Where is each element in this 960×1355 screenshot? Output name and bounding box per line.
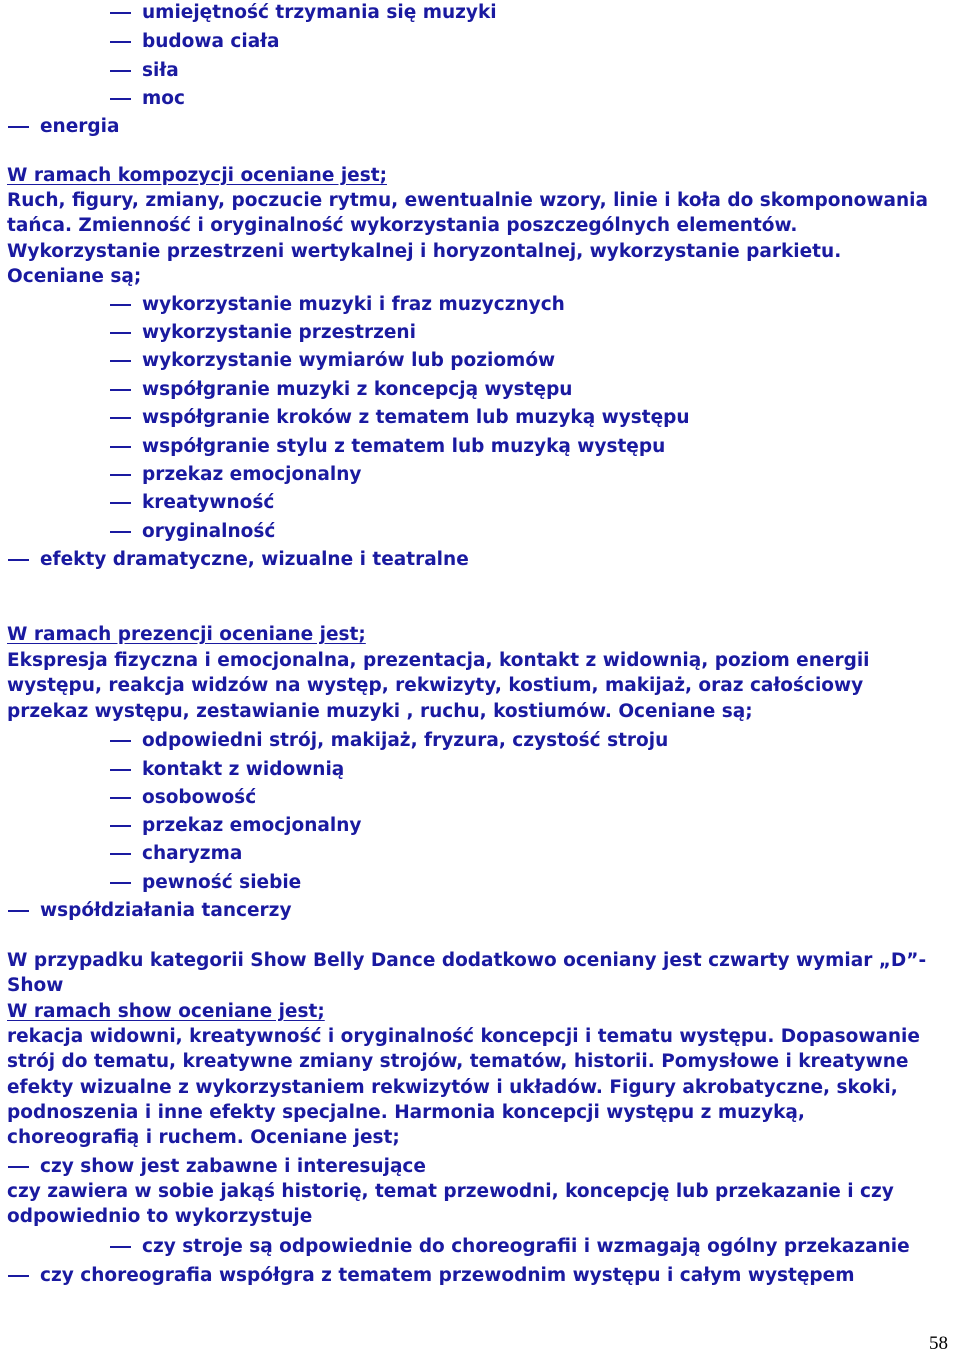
dash-bullet — [110, 853, 131, 855]
presentation-paragraph: Ekspresja fizyczna i emocjonalna, prezentacja, kontakt z widownią, poziom energii występu, reakcja widzów na występ, rekwizyty, kostium, makijaż, oraz całościowy przekaz występu, zestawianie muzyki , ruchu, kostiumów. Oceniane są; — [7, 650, 870, 722]
list-item: budowa ciała — [142, 31, 280, 52]
list-item: współgranie stylu z tematem lub muzyką występu — [142, 436, 666, 457]
list-item: wykorzystanie wymiarów lub poziomów — [142, 350, 556, 371]
list-item: energia — [40, 116, 120, 137]
section-heading-show: W ramach show oceniane jest; — [7, 1001, 325, 1022]
dash-bullet — [110, 389, 131, 391]
list-item: charyzma — [142, 843, 243, 864]
list-item: moc — [142, 88, 185, 109]
dash-bullet — [110, 98, 131, 100]
dash-bullet — [110, 417, 131, 419]
dash-bullet — [110, 12, 131, 14]
dash-bullet — [8, 559, 29, 561]
show-paragraph: rekacja widowni, kreatywność i oryginalność koncepcji i tematu występu. Dopasowanie strój do tematu, kreatywne zmiany strojów, tematów, historii. Pomysłowe i kreatywne efekty wizualne z wykorzystaniem rekwizytów i układów. Figury akrobatyczne, skoki, podnoszenia i inne efekty specjalne. Harmonia koncepcji występu z muzyką, choreografią i ruchem. Oceniane jest; — [7, 1026, 920, 1149]
dash-bullet — [110, 797, 131, 799]
list-item: współgranie muzyki z koncepcją występu — [142, 379, 573, 400]
list-item: przekaz emocjonalny — [142, 815, 362, 836]
list-item: czy show jest zabawne i interesujące — [40, 1156, 426, 1177]
list-item: pewność siebie — [142, 872, 302, 893]
dash-bullet — [8, 126, 29, 128]
dash-bullet — [110, 332, 131, 334]
section-heading-presentation: W ramach prezencji oceniane jest; — [7, 624, 366, 645]
dash-bullet — [110, 740, 131, 742]
list-item: przekaz emocjonalny — [142, 464, 362, 485]
list-item: kreatywność — [142, 492, 275, 513]
show-intro: W przypadku kategorii Show Belly Dance dodatkowo oceniany jest czwarty wymiar „D”- Show — [7, 950, 927, 997]
list-item: osobowość — [142, 787, 257, 808]
dash-bullet — [110, 70, 131, 72]
section-heading-composition: W ramach kompozycji oceniane jest; — [7, 165, 387, 186]
dash-bullet — [110, 531, 131, 533]
dash-bullet — [110, 304, 131, 306]
page-number: 58 — [929, 1333, 948, 1354]
list-item: wykorzystanie muzyki i fraz muzycznych — [142, 294, 565, 315]
list-item: kontakt z widownią — [142, 759, 345, 780]
list-item: współgranie kroków z tematem lub muzyką występu — [142, 407, 690, 428]
list-item: efekty dramatyczne, wizualne i teatralne — [40, 549, 469, 570]
list-item: wykorzystanie przestrzeni — [142, 322, 416, 343]
dash-bullet — [110, 446, 131, 448]
dash-bullet — [110, 502, 131, 504]
list-item: siła — [142, 60, 179, 81]
list-item: czy choreografia współgra z tematem przewodnim występu i całym występem — [40, 1265, 855, 1286]
dash-bullet — [110, 41, 131, 43]
dash-bullet — [110, 825, 131, 827]
list-item: oryginalność — [142, 521, 276, 542]
dash-bullet — [8, 1275, 29, 1277]
list-item: współdziałania tancerzy — [40, 900, 292, 921]
list-item: umiejętność trzymania się muzyki — [142, 2, 497, 23]
dash-bullet — [8, 910, 29, 912]
list-item: odpowiedni strój, makijaż, fryzura, czystość stroju — [142, 730, 669, 751]
dash-bullet — [110, 360, 131, 362]
show-plain-paragraph: czy zawiera w sobie jakąś historię, temat przewodni, koncepcję lub przekazanie i czy odpowiednio to wykorzystuje — [7, 1181, 894, 1228]
composition-paragraph: Ruch, figury, zmiany, poczucie rytmu, ewentualnie wzory, linie i koła do skomponowania tańca. Zmienność i oryginalność wykorzystania poszczególnych elementów. Wykorzystanie przestrzeni wertykalnej i horyzontalnej, wykorzystanie parkietu. Oceniane są; — [7, 190, 928, 287]
dash-bullet — [110, 474, 131, 476]
dash-bullet — [8, 1166, 29, 1168]
dash-bullet — [110, 882, 131, 884]
list-item: czy stroje są odpowiednie do choreografii i wzmagają ogólny przekazanie — [142, 1236, 910, 1257]
dash-bullet — [110, 769, 131, 771]
dash-bullet — [110, 1246, 131, 1248]
